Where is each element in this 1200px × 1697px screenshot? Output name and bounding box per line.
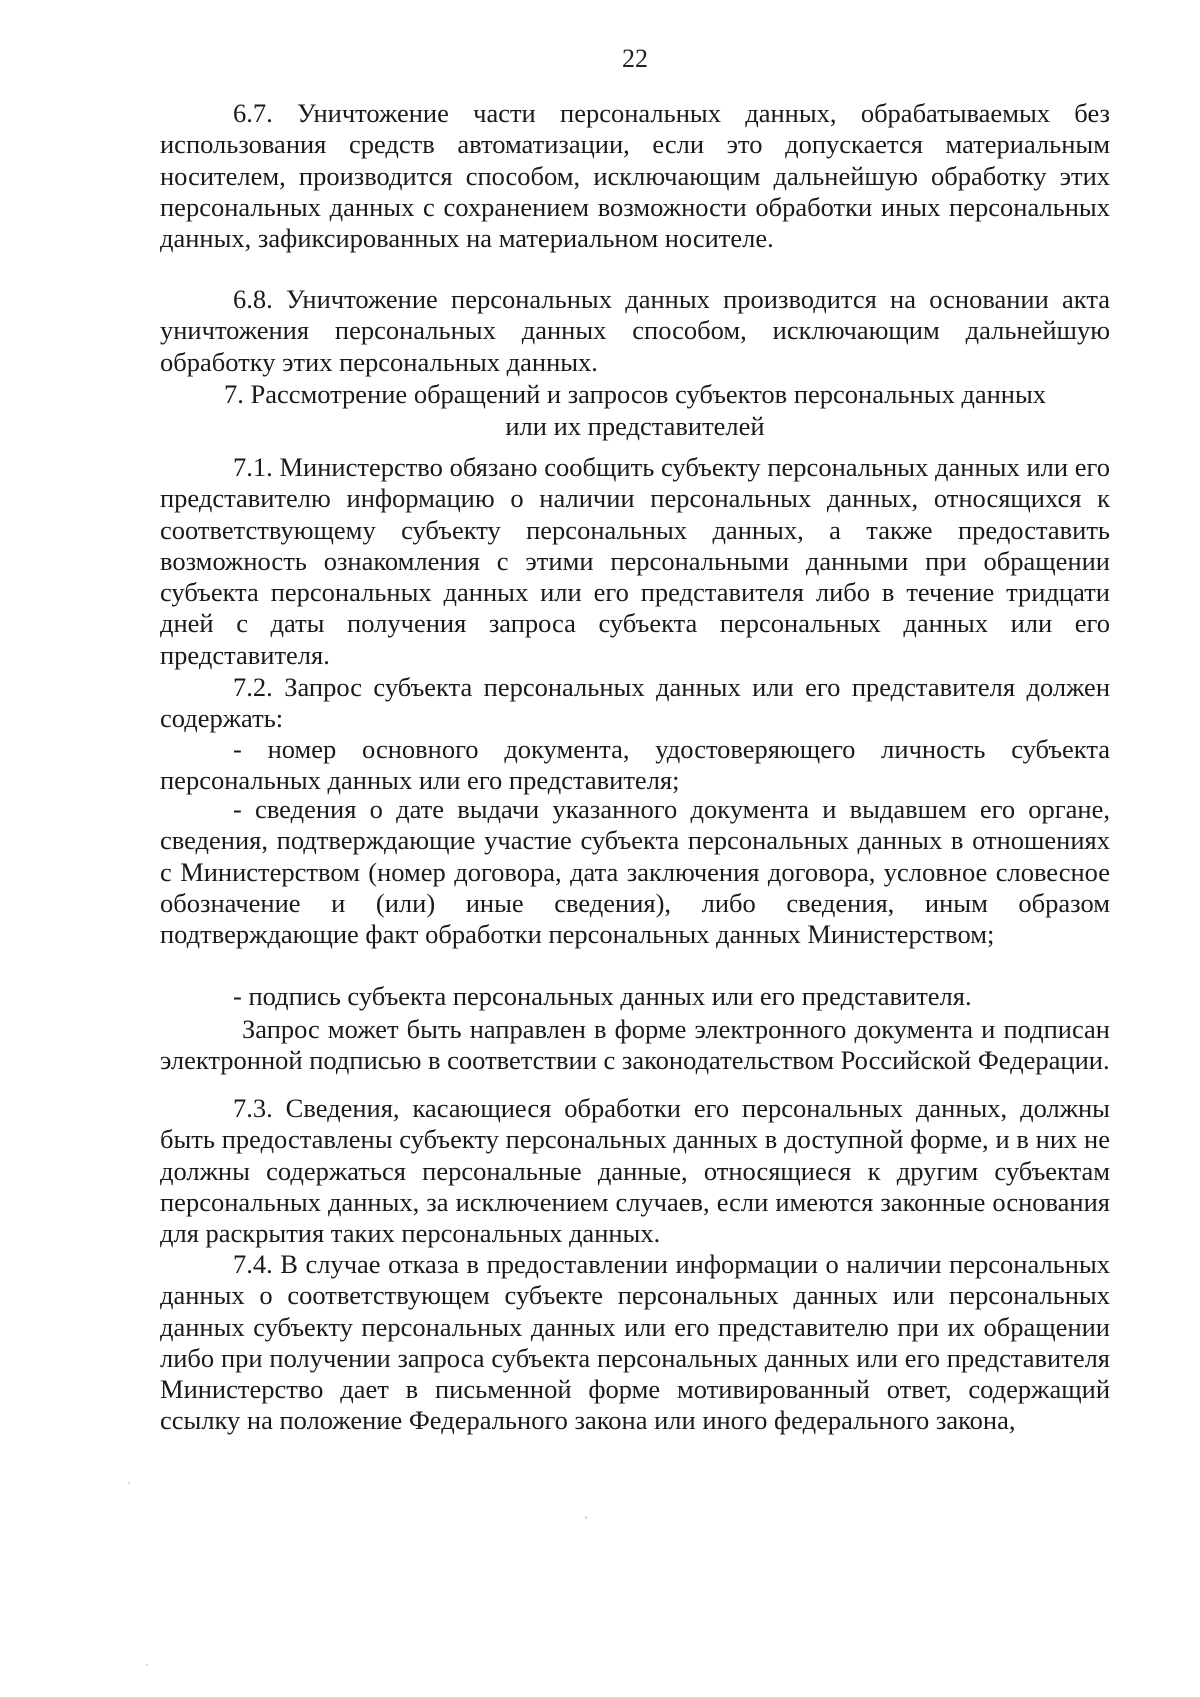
paragraph-7-2: 7.2. Запрос субъекта персональных данных или его представителя должен содержать: xyxy=(160,672,1110,734)
section-7-heading-line-1: 7. Рассмотрение обращений и запросов субъектов персональных данных xyxy=(223,379,1047,409)
section-7-heading xyxy=(160,379,1110,442)
scan-speck xyxy=(128,1482,130,1484)
list-item-document-number: - номер основного документа, удостоверяющего личность субъекта персональных данных или его представителя; xyxy=(160,734,1110,796)
section-7-heading-line-2: или их представителей xyxy=(505,410,765,441)
page-number: 22 xyxy=(622,44,648,73)
paragraph-request-note: Запрос может быть направлен в форме электронного документа и подписан электронной подписью в соответствии с законодательством Российской Федерации. xyxy=(160,1014,1110,1076)
paragraph-7-4: 7.4. В случае отказа в предоставлении информации о наличии персональных данных о соответствующем субъекте персональных данных или персональных данных субъекту персональных данных или его представителю при их обращении либо при получении запроса субъекта персональных данных или его представителя Министерство дает в письменной форме мотивированный ответ, содержащий ссылку на положение Федерального закона или иного федерального закона, xyxy=(160,1249,1110,1436)
paragraph-6-7: 6.7. Уничтожение части персональных данных, обрабатываемых без использования средств автоматизации, если это допускается материальным носителем, производится способом, исключающим дальнейшую обработку этих персональных данных с сохранением возможности обработки иных персональных данных, зафиксированных на материальном носителе. xyxy=(160,98,1110,254)
paragraph-7-1: 7.1. Министерство обязано сообщить субъекту персональных данных или его представителю информацию о наличии персональных данных, относящихся к соответствующему субъекту персональных данных, а также предоставить возможность ознакомления с этими персональными данными при обращении субъекта персональных данных или его представителя либо в течение тридцати дней с даты получения запроса субъекта персональных данных или его представителя. xyxy=(160,452,1110,670)
paragraph-6-8: 6.8. Уничтожение персональных данных производится на основании акта уничтожения персональных данных способом, исключающим дальнейшую обработку этих персональных данных. xyxy=(160,284,1110,377)
list-item-signature: - подпись субъекта персональных данных или его представителя. xyxy=(233,981,972,1011)
list-item-issue-details: - сведения о дате выдачи указанного документа и выдавшем его органе, сведения, подтверждающие участие субъекта персональных данных в отношениях с Министерством (номер договора, дата заключения договора, условное словесное обозначение и (или) иные сведения), либо сведения, иным образом подтверждающие факт обработки персональных данных Министерством; xyxy=(160,794,1110,950)
scan-speck xyxy=(146,1664,148,1666)
scan-speck xyxy=(585,1516,587,1519)
paragraph-7-3: 7.3. Сведения, касающиеся обработки его персональных данных, должны быть предоставлены субъекту персональных данных в доступной форме, и в них не должны содержаться персональные данные, относящиеся к другим субъектам персональных данных, за исключением случаев, если имеются законные основания для раскрытия таких персональных данных. xyxy=(160,1093,1110,1249)
